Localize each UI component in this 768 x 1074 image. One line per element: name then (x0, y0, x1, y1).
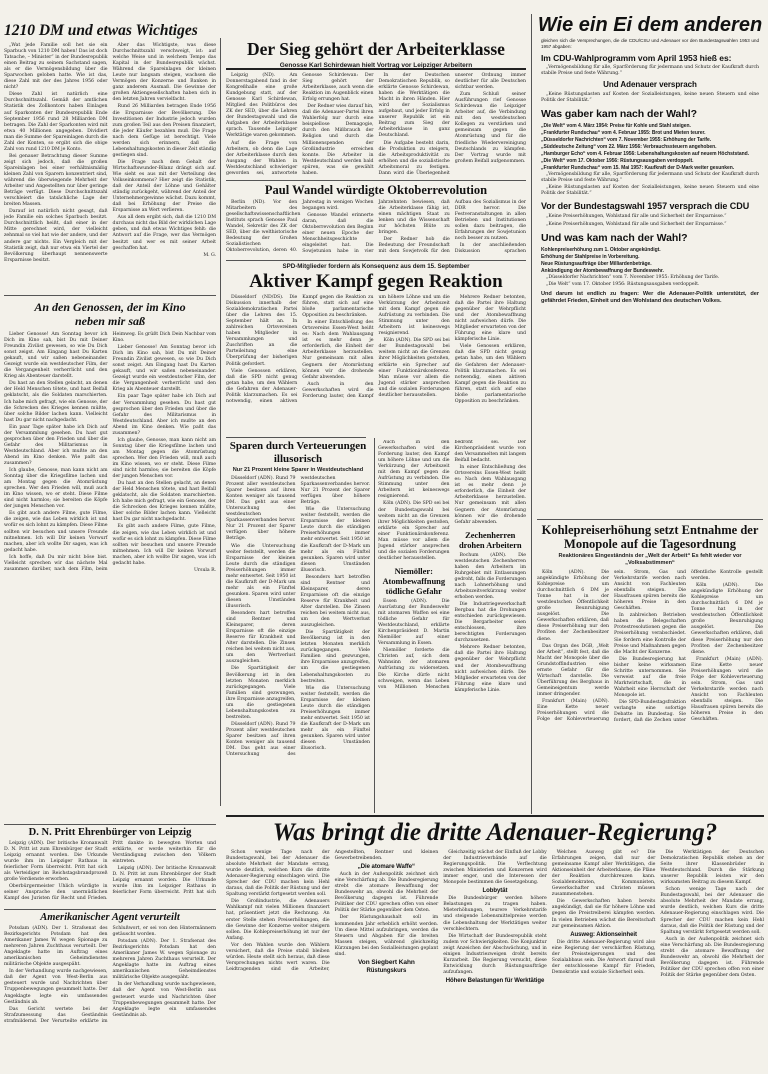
list-item: „Die Welt“ vom 4. März 1954: Preise für Kohle und Stahl steigen. (541, 123, 691, 130)
subhead: „Die atomare Waffe“ (357, 864, 415, 871)
paragraph: Aus all dem ergibt sich, daß die 1210 DM durchaus nicht das Bild der wirklichen Lage geben, und daß etwas Wichtiges fehlt: die Antwort auf die Frage, wer das Vermögen besitzt und wer es mit seiner Arbeit geschaffen hat. (112, 215, 216, 251)
article-headline: Zechenherren drohen Arbeitern (458, 529, 522, 550)
paragraph: Ich glaube, Genosse, man kann nicht am Sonntag über die Kriegsfilme lachen und am Montag gegen die Atomrüstung sprechen. Wer den Frieden will, muß auch im Kino wissen, wo er steht. Diese Filme sind nicht harmlos; sie bereiten die Köpfe der jungen Menschen vor. (112, 437, 216, 480)
paragraph: Ich glaube, Genosse, man kann nicht am Sonntag über die Kriegsfilme lachen und am Montag gegen die Atomrüstung sprechen. Wer den Frieden will, muß auch im Kino wissen, wo er steht. Diese Filme sind nicht harmlos; sie bereiten die Köpfe der jungen Menschen vor. (4, 468, 108, 510)
article-body (226, 476, 370, 812)
paragraph: Die Wirtschaft der Bundesrepublik steht zudem vor Schwierigkeiten. Die Konjunktur zeigt Anzeichen der Abschwächung, und in einigen Industriezweigen droht bereits Kurzarbeit. Die Regierung versucht, diese Entwicklung durch Rüstungsaufträge aufzufangen. (443, 933, 547, 975)
article-sparen (226, 440, 370, 812)
article-aktiver-kampf (226, 263, 526, 435)
paragraph: In der Verhandlung wurde nachgewiesen, daß der Agent von West-Berlin aus gesteuert wurde und Nachrichten über Truppenbewegungen gesammelt hatte. Der Angeklagte legte ein umfassendes Geständnis ab. (112, 982, 216, 1018)
article-kicker: SPD-Mitglieder fordern als Konsequenz aus dem 15. September (282, 263, 470, 270)
paragraph: Mehrere Redner betonten, daß die Partei ihre Haltung gegenüber der Wehrpflicht und der Atombewaffnung nicht aufweichen dürfe. Die Mitglieder erwarteten von der Führung eine klare und kämpferische Linie. (454, 295, 526, 343)
paragraph: Der Redner wies darauf hin, daß die Adenauer-Partei ihren Wahlerfolg nur durch eine beispiellose Demagogie, durch den Mißbrauch der Religion und durch die Millionenspenden der Großindustrie erreichen konnte. Die Arbeiter in Westdeutschland werden bald spüren, was sie gewählt haben. (302, 104, 374, 176)
section-heading: Was gaber kam nach der Wahl? (541, 108, 697, 121)
article-headline: Amerikanischer Agent verurteilt (40, 912, 180, 923)
article-subheadline: Genosse Karl Schirdewan hielt Vortrag vor Leipziger Arbeitern (279, 62, 473, 69)
article-headline: Kohlepreiserhöhung setzt Entnahme der Monopole auf die Tagesordnung (541, 523, 759, 551)
paragraph: Düsseldorf (ND/DS). Die Diskussion innerhalb der Sozialdemokratischen Partei über die Lehren des 15. September hält an. In zahlreichen Ortsvereinen haben Mitglieder in Versammlungen und Zuschriften an die Parteileitung eine Überprüfung der bisherigen Politik gefordert. (226, 295, 298, 367)
paragraph: Oberbürgermeister Uhlich würdigte in seiner Ansprache den unermüdlichen Kampf des Juristen für Recht und Frieden. Pritt dankte in bewegten Worten und erklärte, er werde weiterhin für die Verständigung zwischen den Völkern eintreten. (4, 841, 216, 902)
article-sieg (226, 40, 526, 178)
article-agent (4, 912, 216, 1070)
paragraph: Auf die Frage von Arbeitern, ob denn die Lage der Arbeiterklasse durch den Ausgang der Wahlen in Westdeutschland schwieriger geworden sei, antwortete Genosse Schirdewan: Der Sieg gehört der Arbeiterklasse, auch wenn die Reaktion im Augenblick einen Erfolg errungen hat. (226, 73, 374, 176)
paragraph: Besonders hart betroffen sind Rentner und Kleinsparer, deren Ersparnisse oft die einzige Reserve für Krankheit und Alter darstellen. Die Zinsen reichen bei weitem nicht aus, um den Wertverlust auszugleichen. (300, 574, 370, 629)
paragraph: Die Spartätigkeit der Bevölkerung ist in den letzten Monaten merklich zurückgegangen. Viele Familien sind gezwungen, ihre Ersparnisse anzugreifen, um die gestiegenen Lebenshaltungskosten zu bestreiten. (300, 630, 370, 684)
article-headline: An den Genossen, der im Kino neben mir saß (34, 300, 186, 328)
article-headline: Sparen durch Verteuerungen illusorisch (229, 440, 367, 465)
list-item: Erhöhung der Stahlpreise in Vorbereitung. (541, 253, 640, 260)
paragraph: Genosse Wandel erinnerte daran, daß die Oktoberrevolution den Beginn einer neuen Epoche der Menschheitsgeschichte eingeleitet hat. Die Sowjetunion habe in vier Jahrzehnten bewiesen, daß die Arbeiterklasse fähig ist, einen mächtigen Staat zu lenken und die Wissenschaft zur höchsten Blüte zu bringen. (302, 200, 450, 255)
conclusion: Und darum ist endlich zu fragen: Wer die Adenauer-Politik unterstützt, der gefährdet Frieden, Einheit und den Wohlstand des deutschen Volkes. (541, 290, 759, 304)
article-body (4, 43, 216, 289)
section-heading: Vor der Bundestagswahl 1957 versprach die CDU (541, 201, 750, 212)
paragraph: Diese Zahl ist natürlich eine Durchschnittszahl. Gemäß der amtlichen Statistik des Zollkontors haben Einlagen auf Sparkonten der Bundesrepublik Ende September 1956 rund 28 Milliarden DM betragen. Die Zahl der Sparkonten wird mit etwa 40 Millionen angegeben. Dividiert man die Summe der Spareinlagen durch die Zahl der Konten, so ergibt sich die obige Zahl von rund 1210 DM je Konto. (4, 92, 108, 152)
intro: gleichen sich die Versprechungen, die die CDU/CSU und Adenauer vor den Bundestagswahlen 1953 und 1957 abgaben: (541, 38, 759, 50)
paragraph: Die dritte Adenauer-Regierung wird also eine Regierung der verschärften Rüstung, der Preissteigerungen und des Sozialabbaus sein. Die Antwort darauf muß der entschlossene Kampf für Frieden, Demokratie und soziale Sicherheit sein. (551, 939, 656, 975)
paragraph: Der Rüstungshaushalt soll im kommenden Jahr erheblich erhöht werden. Um diese Mittel aufzubringen, werden die Steuern und Abgaben für die breiten Massen steigen, während gleichzeitig Kürzungen bei den Sozialleistungen geplant sind. (334, 915, 439, 957)
paragraph: Es gibt auch andere Filme, gute Filme, die zeigen, wie das Leben wirklich ist und wofür es sich lohnt zu kämpfen. Diese Filme sollten wir besuchen und unsere Freunde mitnehmen. Ich will Dir keinen Vorwurf machen, aber ich wollte Dir sagen, was ich gedacht habe. (4, 511, 108, 553)
subhead: Höhere Belastungen für Werktätige (445, 977, 545, 984)
paragraph: „Düsseldorfer Nachrichten“ vom 7. November 1955: Erhöhung der Tarife. (546, 274, 720, 280)
paragraph: Es gibt auch andere Filme, gute Filme, die zeigen, wie das Leben wirklich ist und wofür es sich lohnt zu kämpfen. Diese Filme sollten wir besuchen und unsere Freunde mitnehmen. Ich will Dir keinen Vorwurf machen, aber ich wollte Dir sagen, was ich gedacht habe. (112, 524, 216, 566)
paragraph: Du hast an den Stellen gelacht, an denen der Held Menschen tötete, und hast Beifall geklatscht, als die Soldaten marschierten. Ich habe mich gefragt, wie ein Genosse, der die Schrecken des Krieges kennen müßte, über solche Bilder lachen kann. Vielleicht hast Du gar nicht nachgedacht. (4, 381, 108, 423)
list-item: „Hamburger Echo“ vom 4. Februar 1956: Lebenshaltungskosten auf neuem Höchststand. (541, 151, 749, 158)
article-wie-ein-ei (537, 14, 763, 516)
paragraph: Die Industriegewerkschaft Bergbau hat die Drohungen entschieden zurückgewiesen. Die Bergarbeiter seien entschlossen, ihre berechtigten Forderungen durchzusetzen. (454, 602, 526, 644)
section-heading: Und Adenauer versprach (603, 80, 697, 90)
paragraph: Die Spartätigkeit der Bevölkerung ist in den letzten Monaten merklich zurückgegangen. Viele Familien sind gezwungen, ihre Ersparnisse anzugreifen, um die gestiegenen Lebenshaltungskosten zu bestreiten. (226, 666, 296, 720)
article-pritt (4, 827, 216, 907)
paragraph: Lieber Genosse! Am Sonntag bevor ich Dich im Kino sah, bist Du mit Deiner Freundin Zivilist gewesen, so wie Du Dich sonst zeigst. Am Eingang hast Du Karten gekauft, und wir saßen nebeneinander. Gezeigt wurde ein westdeutscher Film, der die Vergangenheit verherrlicht und den Krieg als Abenteuer darstellt. (4, 332, 108, 380)
article-headline: D. N. Pritt Ehrenbürger von Leipzig (28, 827, 192, 838)
paragraph: Frankfurt (Main) (ADN). Eine Kette neuer Preiserhöhungen wird die Folge der Kohleverteuerung sein. Strom, Gas und Verkehrstarife werden nach Ansicht von Fachleuten ebenfalls steigen. Die Hausfrauen spüren bereits die höheren Preise in den Geschäften. (537, 570, 686, 723)
paragraph: In der Verhandlung wurde nachgewiesen, daß der Agent von West-Berlin aus gesteuert wurde und Nachrichten über Truppenbewegungen gesammelt hatte. Der Angeklagte legte ein umfassendes Geständnis ab. (4, 969, 108, 1005)
byline: Von Siegbert Kahn (357, 958, 415, 966)
paragraph: In einer Entschließung des Ortsvereins Essen-West heißt es: Nach dem Wahlausgang ist es mehr denn je erforderlich, die Einheit der Arbeiterklasse herzustellen. Nur gemeinsam mit allen Gegnern der Atomrüstung können wir die drohende Gefahr abwenden. (302, 320, 374, 380)
article-body (537, 570, 763, 813)
article-body (4, 332, 216, 820)
section-rule (4, 824, 216, 825)
paragraph: Köln (ADN). Die angekündigte Erhöhung der Kohlepreise um durchschnittlich 6 DM je Tonne hat in der westdeutschen Öffentlichkeit große Beunruhigung ausgelöst. Die Gewerkschaften erklären, daß diese Preiserhöhung nur den Profiten der Zechenbesitzer diene. (691, 583, 763, 655)
paragraph: Viele Genossen erklären, daß die SPD nicht genug getan habe, um den Wählern die Gefahren der Adenauer-Politik klarzumachen. Es sei notwendig, einen aktiven Kampf gegen die Reaktion zu führen, statt sich auf eine bloße parlamentarische Opposition zu beschränken. (454, 344, 526, 404)
article-kino (4, 298, 216, 822)
subhead: Ausweg: Aktionseinheit (570, 931, 637, 938)
article-body (226, 850, 764, 1068)
paragraph: Das Organ des DGB, „Welt der Arbeit“, stellt fest, daß die Macht der Monopole über die Grundstoffindustrien eine ernste Gefahr für die Wirtschaft darstelle. Die Überführung des Bergbaus in Gemeineigentum werde immer dringender. (537, 643, 609, 697)
paragraph: Mehrere Redner betonten, daß die Partei ihre Haltung gegenüber der Wehrpflicht und der Atombewaffnung nicht aufweichen dürfe. Die Mitglieder erwarteten von der Führung eine klare und kämpferische Linie. (454, 645, 526, 693)
paragraph: Auch in der Außenpolitik zeichnet sich eine Verschärfung ab. Die Bundesregierung strebt die atomare Bewaffnung der Bundeswehr an, obwohl die Mehrheit der Bevölkerung dagegen ist. Führende Politiker der CDU sprechen offen von einer Politik der Stärke gegenüber dem Osten. (334, 872, 439, 914)
paragraph: Düsseldorf (ADN). Rund 79 Prozent aller westdeutschen Sparer besitzen auf ihren Konten weniger als tausend DM. Das geht aus einer Untersuchung des westdeutschen Sparkassenverbandes hervor. Nur 21 Prozent der Sparer verfügen über höhere Beträge. (226, 476, 296, 542)
paragraph: Zum Schluß seiner Ausführungen rief Genosse Schirdewan die Leipziger Arbeiter auf, die Verbindung mit den westdeutschen Kollegen zu verstärken und gemeinsam gegen die Atomrüstung und für die friedliche Wiedervereinigung Deutschlands zu kämpfen. Der Vortrag wurde mit großem Beifall aufgenommen. (454, 92, 526, 164)
paragraph: Das Gericht wertete bei der Strafzumessung das Geständnis strafmildernd. Der Verurteilte erklärte im Schlußwort, er sei von den Hintermännern getäuscht worden. (4, 926, 216, 1024)
paragraph: Bochum (ADN). Die westdeutschen Zechenherren haben den Arbeitern im Ruhrgebiet mit Entlassungen gedroht, falls die Forderungen nach Lohnerhöhung und Arbeitszeitverkürzung weiter erhoben werden. (454, 552, 526, 600)
section-heading: Und was kam nach der Wahl? (541, 231, 688, 244)
column-rule (531, 14, 532, 814)
paragraph: Leipzig (ND). Am Donnerstagabend fand in der Kongreßhalle eine große Kundgebung statt, auf der Genosse Karl Schirdewan, Mitglied des Politbüros des ZK der SED, über die Lehren der Bundestagswahl und die Aufgaben der Arbeiterklasse sprach. Tausende Leipziger Werktätige waren gekommen. (226, 73, 298, 139)
column-rule (220, 38, 221, 806)
paragraph: Die Frage nach dem Gehalt der Wirtschaftswunder-Bilanz drängt sich auf. Wie sieht es aus mit der Verteilung des Volkseinkommens? Hier zeigt die Statistik, daß der Anteil der Löhne und Gehälter ständig zurückgeht, während der Anteil der Unternehmergewinne wächst. Dazu kommt, daß bei Erhöhung der Preise die Ersparnisse an Wert verlieren. (112, 159, 216, 214)
article-body (226, 73, 526, 177)
article-body (4, 841, 216, 905)
article-body (4, 926, 216, 1068)
paragraph: Wie die Untersuchung weiter feststellt, werden die Ersparnisse der kleinen Leute durch die ständigen Preiserhöhungen immer mehr entwertet. Seit 1950 ist die Kaufkraft der D-Mark um mehr als ein Fünftel gesunken. Sparen wird unter diesen Umständen illusorisch. (300, 507, 370, 573)
paragraph: Frankfurt (Main) (ADN). Eine Kette neuer Preiserhöhungen wird die Folge der Kohleverteuerung sein. Strom, Gas und Verkehrstarife werden nach Ansicht von Fachleuten ebenfalls steigen. Die Hausfrauen spüren bereits die höheren Preise in den Geschäften. (691, 656, 763, 723)
paragraph: Der Redner hob die Bedeutung der Freundschaft mit dem Sowjetvolk für den Aufbau des Sozialismus in der DDR hervor. Die Festveranstaltungen in allen Betrieben und Institutionen sollen dazu beitragen, die Erfahrungen der Sowjetunion noch besser zu nutzen. (378, 200, 526, 255)
list-item: „Die Welt“ vom 17. Oktober 1956: Rüstungsausgaben verdoppelt. (541, 158, 694, 165)
signature: Ursula R. (194, 567, 216, 573)
paragraph: Welchen Ausweg gibt es? Die Erfahrungen zeigen, daß nur der gemeinsame Kampf aller Werktätigen, die Aktionseinheit der Arbeiterklasse, die Pläne der Reaktion durchkreuzen kann. Sozialdemokraten, Kommunisten, Gewerkschafter und Christen müssen zusammenstehen. (551, 850, 656, 898)
list-item: „Süddeutsche Zeitung“ vom 22. März 1956: Verbrauchssteuern angehoben. (541, 144, 717, 151)
column-rule (374, 438, 375, 813)
section-rule (226, 437, 366, 438)
paragraph: Auch in den Gewerkschaften wird die Forderung lauter, den Kampf um höhere Löhne und um die Verkürzung der Arbeitszeit mit dem Kampf gegen die Aufrüstung zu verbinden. Die Stimmung unter den Arbeitern ist keineswegs resignierend. (302, 295, 450, 399)
subhead: Rüstungskurs (366, 967, 407, 974)
list-item: Kohlenpreiserhöhung zum 1. Oktober angekündigt. (541, 246, 661, 253)
paragraph: „Wat jede Familie soll het sie ein Sparbuch von 1210 DM haben! Das ist doch Tatsache, – Minister“ in der Bundesrepublik einen Beitrag zu seinem Sachstand sagen, als er die Vermögensbildung über die Sparwochen geloben hatte. Wie ist das, diese Zahl mit der des Jahres 1956 oder nicht? (4, 43, 108, 91)
paragraph: Rund 26 Milliarden betragen Ende 1956 die Ersparnisse der Bevölkerung. Die Investitionen der Industrie jedoch wurden zum großen Teil aus den Preisen finanziert, die jeder Käufer bezahlen muß. Die Frage nach dem Gefüge ist berechtigt. Viele werden sich erinnern, daß die Lebenshaltungskosten in dieser Zeit ständig gestiegen sind. (112, 104, 216, 158)
paragraph: In zahlreichen Betrieben haben die Belegschaften Protestresolutionen gegen die Preiserhöhung verabschiedet. Sie fordern eine Kontrolle der Preise und Maßnahmen gegen die Macht der Konzerne. (614, 613, 686, 655)
section-rule (226, 260, 526, 261)
list-item: „Frankfurter Rundschau“ vom 15. Mai 1957: Kaufkraft der D-Mark weiter gesunken. (541, 165, 735, 172)
paragraph: Niemöller forderte die Christen auf, sich dem Wahnsinn der atomaren Aufrüstung zu widersetzen. Die Kirche dürfe nicht schweigen, wenn das Leben von Millionen Menschen bedroht sei. Der Kirchenpräsident wurde von den Versammelten mit langem Beifall bedacht. (378, 440, 526, 690)
paragraph: Die SPD-Bundestagsfraktion verlangte eine sofortige Debatte im Bundestag. Sie fordert, daß die Zechen unter öffentliche Kontrolle gestellt werden. (614, 570, 763, 724)
paragraph: Köln (ADN). Die SPD sei bei der Bundestagswahl bei weitem nicht an die Grenzen ihrer Möglichkeiten gestoßen, erklärte ein Sprecher auf einer Funktionärskonferenz. Man müsse vor allem die Jugend stärker ansprechen und die sozialen Forderungen deutlicher herausstellen. (378, 501, 450, 561)
article-kohle (537, 523, 763, 813)
paragraph: Vor den Wahlen wurde den Wählern versichert, daß die Preise stabil bleiben würden. Heute stellt sich heraus, daß diese Versprechungen nichts wert waren. Die Leidtragenden sind die Arbeiter, Angestellten, Rentner und kleinen Gewerbetreibenden. (226, 850, 439, 972)
paragraph: Potsdam (ADN). Der 1. Strafsenat des Bezirksgerichts Potsdam hat den Amerikaner James W. wegen Spionage zu mehreren Jahren Zuchthaus verurteilt. Der Angeklagte hatte im Auftrag eines amerikanischen Geheimdienstes militärische Objekte ausgespäht. (112, 939, 216, 981)
paragraph: In einer Entschließung des Ortsvereins Essen-West heißt es: Nach dem Wahlausgang ist es mehr denn je erforderlich, die Einheit der Arbeiterklasse herzustellen. Nur gemeinsam mit allen Gegnern der Atomrüstung können wir die drohende Gefahr abwenden. (454, 465, 526, 525)
article-body (226, 200, 526, 257)
paragraph: „Vermögensbildung für alle, Sparförderung für jedermann und Schutz der Kaufkraft durch stabile Preise und feste Währung.“ (541, 172, 759, 184)
paragraph: Köln (ADN). Die angekündigte Erhöhung der Kohlepreise um durchschnittlich 6 DM je Tonne hat in der westdeutschen Öffentlichkeit große Beunruhigung ausgelöst. Die Gewerkschaften erklären, daß diese Preiserhöhung nur den Profiten der Zechenbesitzer diene. (537, 570, 609, 642)
paragraph: Viele Genossen erklären, daß die SPD nicht genug getan habe, um den Wählern die Gefahren der Adenauer-Politik klarzumachen. Es sei notwendig, einen aktiven Kampf gegen die Reaktion zu führen, statt sich auf eine bloße parlamentarische Opposition zu beschränken. (226, 295, 374, 404)
paragraph: Essen (ADN). Die Ausrüstung der Bundeswehr mit atomaren Waffen sei eine tödliche Gefahr für Westdeutschland, erklärte Kirchenpräsident D. Martin Niemöller auf einer Versammlung in Essen. (378, 598, 450, 647)
article-headline: Was bringt die dritte Adenauer-Regierung? (272, 819, 718, 846)
paragraph: Leipzig (ADN). Der britische Kronanwalt D. N. Pritt ist zum Ehrenbürger der Stadt Leipzig ernannt worden. Die Urkunde wurde ihm im Leipziger Rathaus in feierlicher Form überreicht. Pritt hat sich als Verteidiger im Reichstagsbrandprozeß große Verdienste erworben. (4, 841, 108, 883)
paragraph: Ich hoffe, daß Du mir nicht böse bist. Vielleicht sprechen wir das nächste Mal zusammen darüber, nach dem Film, beim Heimweg. Es grüßt Dich Dein Nachbar vom Kino. (4, 332, 216, 572)
paragraph: Lieber Genosse! Am Sonntag bevor ich Dich im Kino sah, bist Du mit Deiner Freundin Zivilist gewesen, so wie Du Dich sonst zeigst. Am Eingang hast Du Karten gekauft, und wir saßen nebeneinander. Gezeigt wurde ein westdeutscher Film, der die Vergangenheit verherrlicht und den Krieg als Abenteuer darstellt. (112, 345, 216, 393)
paragraph: Aber das Wichtigste, was diese Durchschnittszahl verschweigt, ist: auf welche Weise und in welchem Tempo das Kapital in der Bundesrepublik wächst. Während die Spareinlagen der kleinen Leute nur langsam steigen, wachsen die Vermögen der Konzerne und Banken in ganz anderem Ausmaß. Die Gewinne der großen Aktiengesellschaften haben sich in den letzten Jahren vervielfacht. (112, 43, 216, 103)
paragraph: Besonders hart betroffen sind Rentner und Kleinsparer, deren Ersparnisse oft die einzige Reserve für Krankheit und Alter darstellen. Die Zinsen reichen bei weitem nicht aus, um den Wertverlust auszugleichen. (226, 611, 296, 665)
paragraph: Die Bundesbürger werden höhere Belastungen zu tragen haben. Mieterhöhungen, teurere Verkehrstarife und steigende Lebensmittelpreise werden die Lebenshaltung der Werktätigen weiter verschlechtern. (443, 896, 547, 932)
section-rule (226, 815, 764, 817)
paragraph: Die Werktätigen der Deutschen Demokratischen Republik stehen an der Seite ihrer Klassenbrüder in Westdeutschland. Durch die Stärkung unserer Republik leisten wir den wirksamsten Beitrag zu diesem Kampf. (660, 850, 764, 886)
article-headline: Wie ein Ei dem anderen (537, 14, 763, 36)
paragraph: Berlin (ND). Vor den Mitarbeitern des gesellschaftswissenschaftlichen Instituts sprach Genosse Paul Wandel, Sekretär des ZK der SED, über die welthistorische Bedeutung der Großen Sozialistischen Oktoberrevolution, deren 40. Jahrestag in wenigen Wochen begangen wird. (226, 200, 374, 254)
section-heading: Im CDU-Wahlprogramm vom April 1953 hieß es: (541, 53, 732, 64)
paragraph: Ein paar Tage später habe ich Dich auf der Versammlung gesehen. Du hast gut gesprochen über den Frieden und über die Gefahr des Militarismus in Westdeutschland. Aber ich mußte an den Abend im Kino denken. Wie paßt das zusammen? (4, 424, 108, 466)
paragraph: Darauf ist natürlich nicht gesagt, daß jede Familie ein solches Sparbuch besitzt. Durchschnittlich heißt, daß einer in der Mitte gerechnet wird, der vielleicht zehnmal so viel hat wie der andere, und der andere gar nichts. Ein Vergleich mit der Statistik zeigt, daß nur etwa ein Viertel der Bevölkerung überhaupt nennenswerte Ersparnisse besitzt. (4, 209, 108, 263)
subhead: Lobbytät (482, 888, 508, 895)
article-body (537, 38, 763, 514)
paragraph: Die Großindustrie, die Adenauers Wahlkampf mit vielen Millionen finanziert hat, präsentiert jetzt die Rechnung. An erster Stelle stehen Preiserhöhungen, die die Gewinne der Konzerne weiter steigern sollen. Die Kohlepreiserhöhung ist nur der Anfang. (226, 899, 330, 941)
paragraph: Du hast an den Stellen gelacht, an denen der Held Menschen tötete, und hast Beifall geklatscht, als die Soldaten marschierten. Ich habe mich gefragt, wie ein Genosse, der die Schrecken des Krieges kennen müßte, über solche Bilder lachen kann. Vielleicht hast Du gar nicht nachgedacht. (112, 481, 216, 523)
list-item: Neue Rüstungsaufträge über Milliardenbeträge. (541, 260, 652, 267)
article-subheadline: Nur 21 Prozent kleine Sparer in Westdeutschland (232, 467, 364, 473)
paragraph: „Keine Rüstungslasten auf Kosten der Sozialleistungen, keine neuen Steuern und eine Politik der Stabilität.“ (541, 185, 759, 197)
article-body (226, 295, 526, 433)
paragraph: Bei genauer Betrachtung dieser Summe zeigt sich jedoch, daß die großen Spareinlagen bei einer verhältnismäßig kleinen Zahl von Sparern konzentriert sind, während die überwiegende Mehrheit der Arbeiter und Angestellten nur über geringe Beträge verfügt. Diese Durchschnittszahl verschleiert die tatsächliche Lage der breiten Massen. (4, 153, 108, 208)
article-adenauer (226, 819, 764, 1070)
paragraph: Köln (ADN). Die SPD sei bei der Bundestagswahl bei weitem nicht an die Grenzen ihrer Möglichkeiten gestoßen, erklärte ein Sprecher auf einer Funktionärskonferenz. Man müsse vor allem die Jugend stärker ansprechen und die sozialen Forderungen deutlicher herausstellen. (378, 338, 450, 398)
section-rule (4, 909, 216, 910)
paragraph: Auch in der Außenpolitik zeichnet sich eine Verschärfung ab. Die Bundesregierung strebt die atomare Bewaffnung der Bundeswehr an, obwohl die Mehrheit der Bevölkerung dagegen ist. Führende Politiker der CDU sprechen offen von einer Politik der Stärke gegenüber dem Osten. (660, 936, 764, 978)
section-rule (537, 519, 763, 520)
article-headline: Paul Wandel würdigte Oktoberrevolution (264, 183, 488, 197)
article-body (378, 440, 526, 812)
article-1210-dm (4, 22, 216, 292)
list-item: Ankündigung der Atombewaffnung der Bundeswehr. (541, 267, 664, 274)
quote: „Vermögensbildung für alle, Sparförderung für jedermann und Schutz der Kaufkraft durch stabile Preise und feste Währung.“ (541, 65, 759, 77)
section-rule (226, 180, 526, 181)
signature: M. G. (203, 252, 216, 258)
paragraph: Wie die Untersuchung weiter feststellt, werden die Ersparnisse der kleinen Leute durch die ständigen Preiserhöhungen immer mehr entwertet. Seit 1950 ist die Kaufkraft der D-Mark um mehr als ein Fünftel gesunken. Sparen wird unter diesen Umständen illusorisch. (300, 685, 370, 752)
paragraph: Die Bundesregierung hat bisher keine wirksamen Schritte unternommen. Sie verweist auf die freie Marktwirtschaft, die in Wahrheit eine Herrschaft der Monopole ist. (614, 656, 686, 698)
article-headline: Der Sieg gehört der Arbeiterklasse (247, 40, 505, 59)
paragraph: Potsdam (ADN). Der 1. Strafsenat des Bezirksgerichts Potsdam hat den Amerikaner James W. wegen Spionage zu mehreren Jahren Zuchthaus verurteilt. Der Angeklagte hatte im Auftrag eines amerikanischen Geheimdienstes militärische Objekte ausgespäht. (4, 926, 108, 968)
list-item: „Düsseldorfer Nachrichten“ vom 7. November 1955: Erhöhung der Tarife. (541, 137, 712, 144)
paragraph: Die Aufgabe besteht darin, die Produktion zu steigern, die Arbeitsproduktivität zu erhöhen und die sozialistische Arbeitsmoral zu festigen. Dann wird die Überlegenheit unserer Ordnung immer deutlicher für alle Deutschen sichtbar werden. (378, 73, 526, 176)
paragraph: Schon wenige Tage nach der Bundestagswahl, bei der Adenauer die absolute Mehrheit der Mandate errang, wurde deutlich, welchen Kurs die dritte Adenauer-Regierung einschlagen wird. Die Sprecher der CDU machen kein Hehl daraus, daß die Politik der Rüstung und der Spaltung verstärkt fortgesetzt werden soll. (226, 850, 330, 898)
paragraph: In der anschließenden Diskussion sprachen (454, 243, 526, 255)
article-headline: Aktiver Kampf gegen Reaktion (249, 271, 503, 292)
paragraph: Ein paar Tage später habe ich Dich auf der Versammlung gesehen. Du hast gut gesprochen über den Frieden und über die Gefahr des Militarismus in Westdeutschland. Aber ich mußte an den Abend im Kino denken. Wie paßt das zusammen? (112, 394, 216, 436)
section-rule (4, 295, 216, 296)
paragraph: In der Deutschen Demokratischen Republik, so erklärte Genosse Schirdewan, haben die Werktätigen die Macht in ihren Händen. Hier wird der Sozialismus aufgebaut, und jeder Erfolg in unserer Republik ist ein Beitrag zum Sieg der Arbeiterklasse in ganz Deutschland. (378, 73, 450, 139)
quote: „Keine Rüstungslasten auf Kosten der Sozialleistungen, keine neuen Steuern und eine Politik der Stabilität.“ (541, 92, 759, 104)
paragraph: Die Gewerkschaften haben bereits angekündigt, daß sie für höhere Löhne und gegen die Preistreiberei kämpfen werden. In vielen Betrieben wächst die Bereitschaft zur gemeinsamen Aktion. (551, 899, 656, 929)
column-mid-right (378, 440, 526, 812)
paragraph: Gleichzeitig wächst der Einfluß der Lobby der Industrieverbände auf die Regierungspolitik. Die Verflechtung zwischen Ministerien und Konzernen wird immer enger, und die Interessen der Monopole bestimmen die Gesetzgebung. (443, 850, 547, 886)
quote: „Keine Preiserhöhungen, Wohlstand für alle und Sicherheit der Ersparnisse.“ (546, 214, 727, 220)
paragraph: Leipzig (ADN). Der britische Kronanwalt D. N. Pritt ist zum Ehrenbürger der Stadt Leipzig ernannt worden. Die Urkunde wurde ihm im Leipziger Rathaus in feierlicher Form überreicht. Pritt hat sich (112, 866, 216, 896)
article-headline: 1210 DM und etwas Wichtiges (4, 22, 198, 39)
list-item: „Frankfurter Rundschau“ vom 4. Februar 1955: Brot und Mieten teurer. (541, 130, 706, 137)
paragraph: Schon wenige Tage nach der Bundestagswahl, bei der Adenauer die absolute Mehrheit der Mandate errang, wurde deutlich, welchen Kurs die dritte Adenauer-Regierung einschlagen wird. Die Sprecher der CDU machen kein Hehl daraus, daß die Politik der Rüstung und der Spaltung verstärkt fortgesetzt werden soll. (660, 887, 764, 935)
paragraph: Düsseldorf (ADN). Rund 79 Prozent aller westdeutschen Sparer besitzen auf ihren Konten weniger als tausend DM. Das geht aus einer Untersuchung des westdeutschen Sparkassenverbandes hervor. Nur 21 Prozent der Sparer verfügen über höhere Beträge. (226, 476, 370, 758)
article-headline: Niemöller: Atombewaffnung tödliche Gefahr (382, 565, 446, 596)
paragraph: Wie die Untersuchung weiter feststellt, werden die Ersparnisse der kleinen Leute durch die ständigen Preiserhöhungen immer mehr entwertet. Seit 1950 ist die Kaufkraft der D-Mark um mehr als ein Fünftel gesunken. Sparen wird unter diesen Umständen illusorisch. (226, 543, 296, 609)
quote: „Keine Preiserhöhungen, Wohlstand für alle und Sicherheit der Ersparnisse.“ (546, 221, 727, 227)
article-wandel (226, 183, 526, 258)
article-subheadline: Reaktionäres Eingeständnis der „Welt der Arbeit“ Es fehlt wieder vor „Volksabstimmen“ (558, 553, 742, 566)
paragraph: „Die Welt“ vom 17. Oktober 1956: Rüstungsausgaben verdoppelt. (546, 281, 700, 287)
paragraph: Auch in den Gewerkschaften wird die Forderung lauter, den Kampf um höhere Löhne und um die Verkürzung der Arbeitszeit mit dem Kampf gegen die Aufrüstung zu verbinden. Die Stimmung unter den Arbeitern ist keineswegs resignierend. (378, 440, 450, 500)
